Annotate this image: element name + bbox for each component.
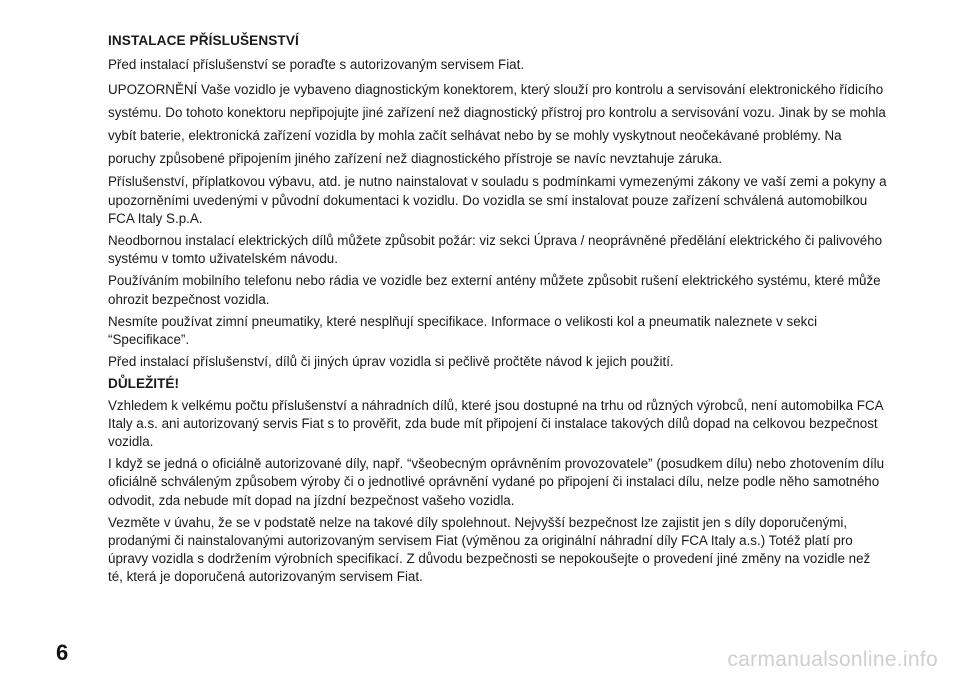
important-paragraph-recommendation: Vezměte v úvahu, že se v podstatě nelze na takové díly spolehnout. Nejvyšší bezpečnost lze zajistit jen s díly doporučenými, prodanými či nainstalovanými autorizovaným servisem Fiat (výměnou za originální náhradní díly FCA Italy a.s.) Totéž platí pro úpravy vozidla s dodržením výrobních specifikací. Z důvodu bezpečnosti se nepokoušejte o provedení jiné změny na vozidle než té, která je doporučená autorizovaným servisem Fiat. — [108, 514, 871, 585]
important-paragraph-authorized-parts: I když se jedná o oficiálně autorizované díly, např. “všeobecným oprávněním provozovatele” (posudkem dílu) nebo zhotovením dílu oficiálně schváleným způsobem výroby či o jednotlivé oprávnění vydané po připojení či instalaci dílu, nelze podle něho samotného odvodit, zda nebude mít dopad na jízdní bezpečnost vašeho vozidla. — [108, 456, 885, 508]
watermark: carmanualsonline.info — [727, 648, 938, 671]
page-content — [108, 32, 888, 591]
page-number: 6 — [56, 640, 69, 665]
important-paragraph-market-parts: Vzhledem k velkému počtu příslušenství a náhradních dílů, které jsou dostupné na trhu od různých výrobců, není automobilka FCA Italy a.s. ani autorizovaný servis Fiat s to prověřit, zda bude mít připojení či instalace takových dílů dopad na celkovou bezpečnost vozidla. — [108, 397, 883, 450]
paragraph-electrical-fire: Neodbornou instalací elektrických dílů můžete způsobit požár: viz sekci Úprava / neoprávněné předělání elektrického či palivového systému v tomto uživatelském návodu. — [108, 233, 883, 267]
paragraph-mobile-phone: Používáním mobilního telefonu nebo rádia ve vozidle bez externí antény můžete způsobit rušení elektrického systému, které může ohrozit bezpečnost vozidla. — [108, 273, 881, 307]
paragraph-winter-tyres: Nesmíte používat zimní pneumatiky, které nesplňují specifikace. Informace o velikosti kol a pneumatik naleznete v sekci “Specifikace”. — [108, 313, 818, 348]
paragraph-read-instructions: Před instalací příslušenství, dílů či jiných úprav vozidla si pečlivě pročtěte návod k jejich použití. — [108, 354, 674, 370]
warning-paragraph: UPOZORNĚNÍ Vaše vozidlo je vybaveno diagnostickým konektorem, který slouží pro kontrolu a servisování elektronického řídicího systému. Do tohoto konektoru nepřipojujte jiné zařízení než diagnostický přístroj pro kontrolu a servisování vozu. Jinak by se mohla vybít baterie, elektronická zařízení vozidla by mohla začít selhávat nebo by se mohly vyskytnout neočekávané problémy. Na poruchy způsobené připojením jiného zařízení než diagnostického přístroje se navíc nevztahuje záruka. — [108, 82, 886, 167]
paragraph-accessories-compliance: Příslušenství, příplatkovou výbavu, atd. je nutno nainstalovat v souladu s podmínkami vymezenými zákony ve vaší zemi a pokyny a upozorněními uvedenými v původní dokumentaci k vozidlu. Do vozidla se smí instalovat pouze zařízení schválená automobilkou FCA Italy S.p.A. — [108, 174, 887, 226]
important-heading: DŮLEŽITÉ! — [108, 376, 179, 392]
section-heading: INSTALACE PŘÍSLUŠENSTVÍ — [108, 33, 299, 48]
intro-paragraph: Před instalací příslušenství se poraďte s autorizovaným servisem Fiat. — [108, 57, 525, 73]
